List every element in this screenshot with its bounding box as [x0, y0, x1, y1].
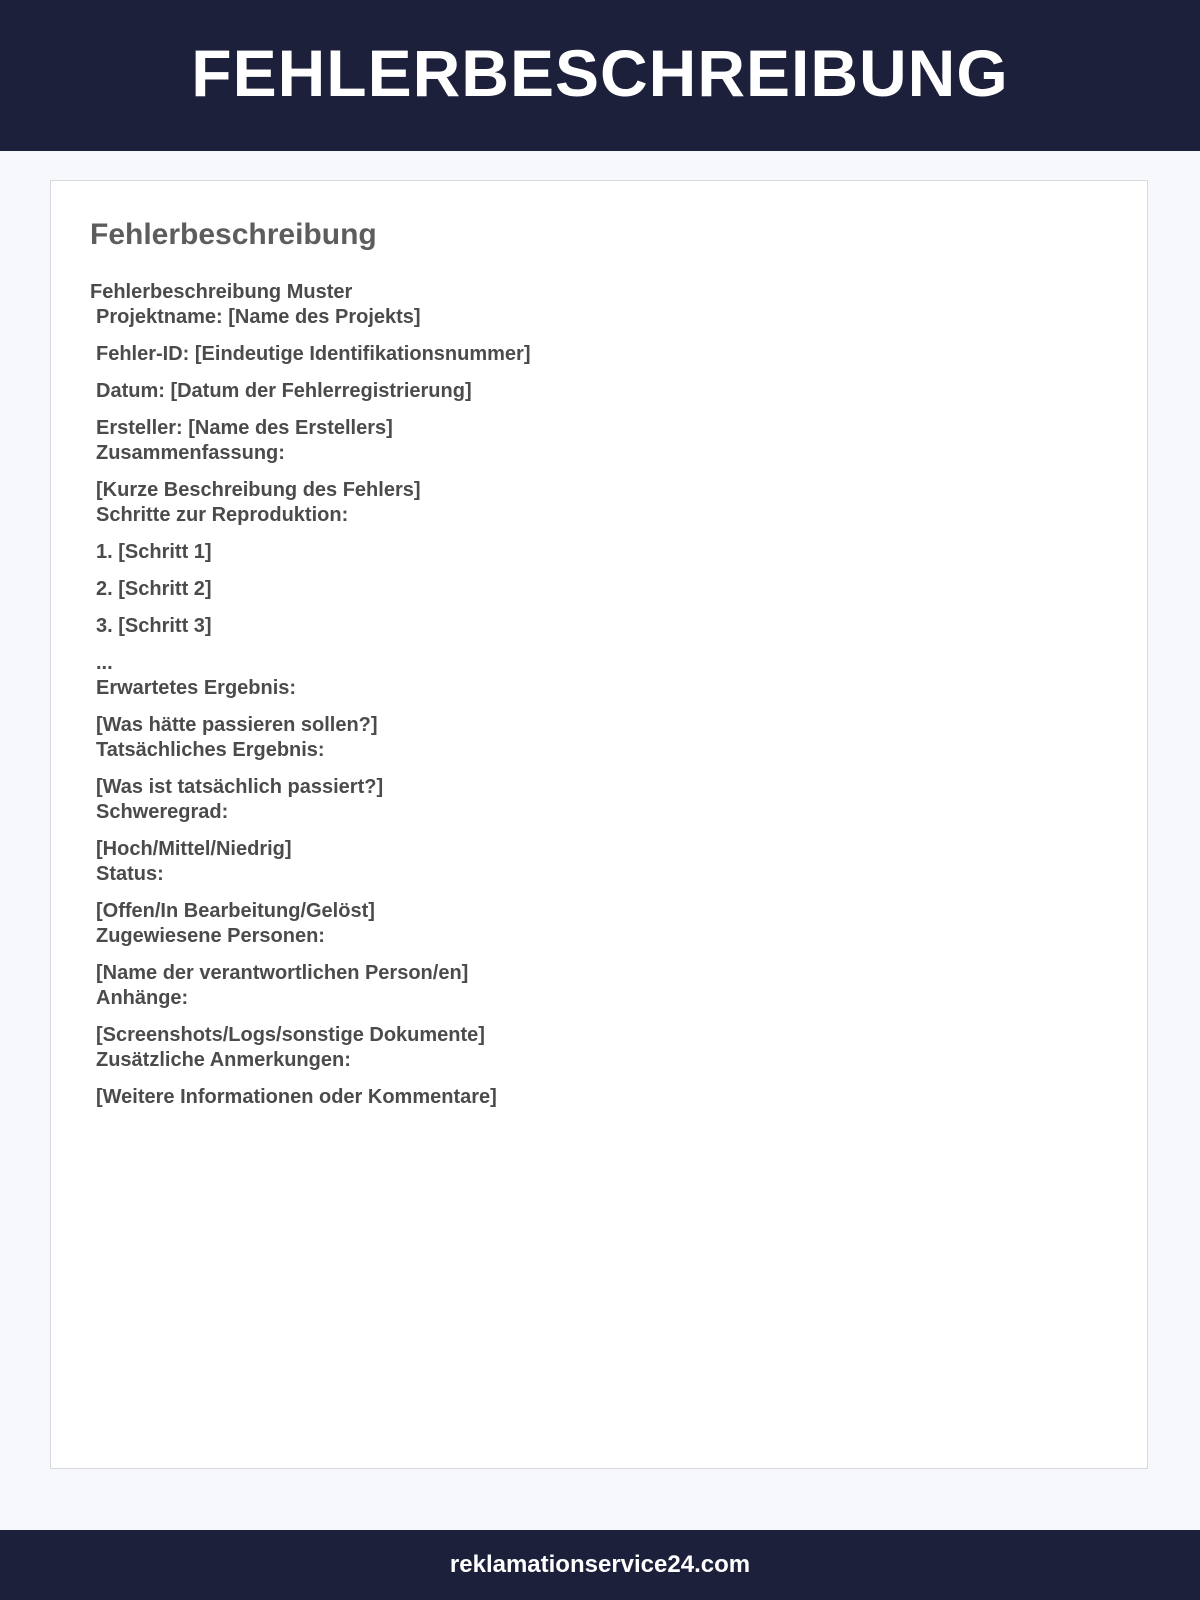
document-subtitle: Fehlerbeschreibung Muster — [90, 281, 353, 303]
section-label-actual: Tatsächliches Ergebnis: — [96, 739, 325, 761]
document-body — [90, 280, 1090, 1110]
field-date: Datum: [Datum der Fehlerregistrierung] — [96, 380, 472, 402]
section-value-status: [Offen/In Bearbeitung/Gelöst] — [96, 900, 375, 922]
section-label-summary: Zusammenfassung: — [96, 442, 285, 464]
page-title: FEHLERBESCHREIBUNG — [191, 35, 1009, 110]
field-author: Ersteller: [Name des Erstellers] — [96, 417, 393, 439]
section-value-assignees: [Name der verantwortlichen Person/en] — [96, 962, 469, 984]
section-value-summary: [Kurze Beschreibung des Fehlers] — [96, 479, 421, 501]
section-label-assignees: Zugewiesene Personen: — [96, 925, 325, 947]
section-value-actual: [Was ist tatsächlich passiert?] — [96, 776, 384, 798]
section-value-expected: [Was hätte passieren sollen?] — [96, 714, 378, 736]
section-label-steps: Schritte zur Reproduktion: — [96, 504, 349, 526]
section-label-expected: Erwartetes Ergebnis: — [96, 677, 297, 699]
step-item-ellipsis: ... — [96, 652, 113, 674]
section-value-notes: [Weitere Informationen oder Kommentare] — [96, 1086, 497, 1108]
header-banner — [0, 0, 1200, 151]
section-value-severity: [Hoch/Mittel/Niedrig] — [96, 838, 292, 860]
step-item-3: 3. [Schritt 3] — [96, 615, 212, 637]
section-label-severity: Schweregrad: — [96, 801, 229, 823]
section-label-attachments: Anhänge: — [96, 987, 189, 1009]
footer-site-link[interactable]: reklamationservice24.com — [449, 1551, 751, 1578]
step-item-2: 2. [Schritt 2] — [96, 578, 212, 600]
field-error-id: Fehler-ID: [Eindeutige Identifikationsnummer] — [96, 343, 531, 365]
document-card — [50, 180, 1148, 1469]
step-item-1: 1. [Schritt 1] — [96, 541, 212, 563]
document-heading: Fehlerbeschreibung — [90, 218, 377, 251]
section-value-attachments: [Screenshots/Logs/sonstige Dokumente] — [96, 1024, 485, 1046]
field-project-name: Projektname: [Name des Projekts] — [96, 306, 421, 328]
section-label-status: Status: — [96, 863, 164, 885]
footer-bar — [0, 1530, 1200, 1600]
section-label-notes: Zusätzliche Anmerkungen: — [96, 1049, 351, 1071]
